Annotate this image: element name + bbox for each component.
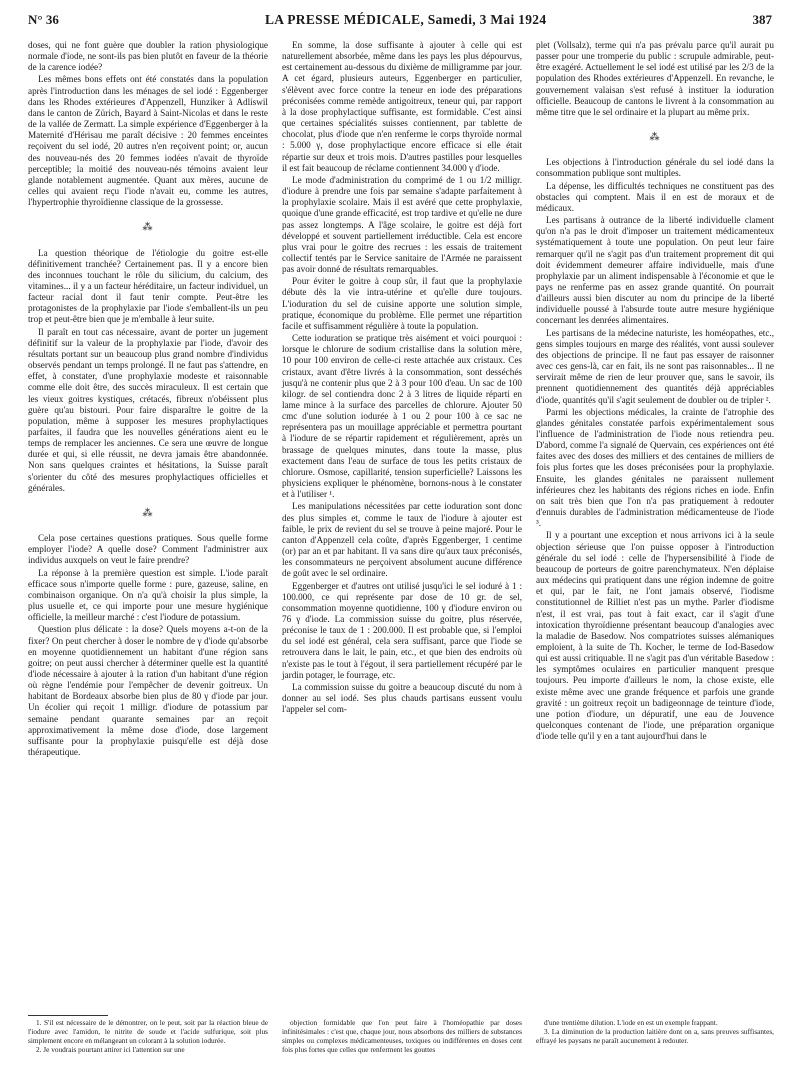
paragraph: Le mode d'administration du comprimé de 1 ou 1/2 milligr. d'iodure à prendre une fois par semaine s'adapte parfaitement à la prophylaxie scolaire. Mais il est avéré que cette prophylaxie, quoique d'une grande efficacité, est trop tardive et qu'elle ne dure pas assez longtemps. A l'âge scolaire, le goitre est déjà fort développé et souvent partiellement irréductible. Cela est encore plus vrai pour le goitre des recrues : les essais de traitement collectif tentés par le Service sanitaire de l'Armée ne paraissent pas avoir donné de résultats remarquables.	[282, 174, 522, 275]
paragraph: plet (Vollsalz), terme qui n'a pas prévalu parce qu'il aurait pu passer pour une tromperie du public : scrupule admirable, peut-être exagéré. Actuellement le sel iodé est utilisé par les 2/3 de la population des Rhodes extérieures d'Appenzell. En revanche, le gouvernement valaisan s'est refusé à instituer la ioduration officielle. Beaucoup de cantons le livrent à la consommation au même titre que le sel ordinaire et la plupart au même prix.	[536, 40, 774, 117]
footnotes-column-3	[536, 1018, 774, 1078]
section-separator: ⁂	[649, 132, 661, 144]
paragraph: La question théorique de l'étiologie du goitre est-elle définitivement tranchée? Certainement pas. Il y a encore bien des inconnues touchant le rôle du silicium, du calcium, des vitamines... il y a un facteur héréditaire, un facteur individuel, un facteur racial dont il faut tenir compte. Peut-être les protagonistes de la prophylaxie par l'iode s'emballent-ils un peu trop et peut-être bien que je m'emballe à leur suite.	[28, 247, 268, 325]
footnote: 3. La diminution de la production laitière dont on a, sans preuves suffisantes, effrayé les paysans ne paraît aucunement à redouter.	[536, 1027, 774, 1045]
footnote: objection formidable que l'on peut faire à l'homéopathie par doses infinitésimales : c'est que, chaque jour, nous absorbons des milliers de substances simples ou complexes médicamenteuses, toxiques ou indifférentes en doses cent fois plus fortes que celles que renferment les gouttes	[282, 1018, 522, 1054]
issue-number: N° 36	[28, 12, 59, 27]
footnote-rule	[28, 1015, 108, 1016]
paragraph: Pour éviter le goitre à coup sûr, il faut que la prophylaxie débute dès la vie intra-utérine et qu'elle dure toujours. L'ioduration du sel de cuisine apporte une solution simple, pratique, économique du problème. Elle permet une répartition facile et suffisamment régulière à toute la population.	[282, 276, 522, 331]
page-header	[28, 12, 772, 32]
footnote: 1. S'il est nécessaire de le démontrer, on le peut, soit par la réaction bleue de l'iodure avec l'amidon, le nitrite de soude et l'acide sulfurique, soit plus simplement encore en mélangeant un colorant à la solution iodurée.	[28, 1018, 268, 1045]
text-column-3	[536, 40, 774, 1015]
paragraph: La réponse à la première question est simple. L'iode paraît efficace sous n'importe quelle forme : pure, gazeuse, saline, en combinaison organique. On n'a qu'à choisir la plus simple, la plus usuelle et, ce qui importe pour une mesure hygiénique officielle, la meilleur marché : c'est l'iodure de potassium.	[28, 567, 268, 623]
paragraph: Cette ioduration se pratique très aisément et voici pourquoi : lorsque le chlorure de sodium cristallise dans la solution mère, 10 pour 100 environ de celle-ci reste attachée aux cristaux. Ces cristaux, avant d'être livrés à la consommation, sont desséchés jusqu'à ne contenir plus que 2 à 3 pour 100 d'eau. Un sac de 100 kilogr. de sel contiendra donc 2 à 3 litres de liquide réparti en lame mince à la surface des parcelles de chlorure. Ajouter 50 cmc d'une solution iodurée à 1 ou 2 pour 100 à ce sac ne représentera pas un mouillage appréciable et permettra pourtant à l'iodure de se répartir rapidement et régulièrement, après un brassage de quelques minutes, dans toute la masse, plus exactement dans l'eau de surface de tous les petits cristaux de chlorure. Osmose, capillarité, tension superficielle? Laissons les physiciens expliquer le phénomène, bornons-nous à le constater et à l'utiliser ¹.	[282, 333, 522, 500]
journal-title: LA PRESSE MÉDICALE, Samedi, 3 Mai 1924	[264, 12, 547, 27]
page-number: 387	[752, 12, 772, 27]
paragraph: Il y a pourtant une exception et nous arrivons ici à la seule objection sérieuse que l'on puisse opposer à l'introduction générale du sel iodé : celle de l'hypersensibilité à l'iode de beaucoup de porteurs de goitre parenchymateux. N'en déplaise aux médecins qui pratiquent dans une région indemne de goitre et qui, par le fait, ne l'ont jamais observé, l'iodisme constitutionnel de Rilliet n'est pas un mythe. Parler d'iodisme n'est, il est vrai, pas tout à fait exact, car il s'agit d'une intoxication thyroïdienne présentant beaucoup d'analogies avec la maladie de Basedow. Nos compatriotes suisses alémaniques emploient, à la suite de Th. Kocher, le terme de Iod-Basedow qui est aussi critiquable. Il ne s'agit pas d'un véritable Basedow : les symptômes oculaires en particulier manquent presque toujours. Peu importe d'ailleurs le nom, la chose existe, elle existe même avec une grande fréquence et parfois une grande gravité : un goitreux reçoit un badigeonnage de teinture d'iode, une potion d'iodure, un dépuratif, une eau de Jouvence quelconques contenant de l'iode, une préparation organique d'iode telle qu'il y en a tant aujourd'hui dans le	[536, 530, 774, 742]
paragraph: doses, qui ne font guère que doubler la ration physiologique normale d'iode, ne sont-ils pas bien plutôt en faveur de la théorie de la carence iodée?	[28, 40, 268, 73]
paragraph: Eggenberger et d'autres ont utilisé jusqu'ici le sel ioduré à 1 : 100.000, ce qui représente par dose de 10 gr. de sel, consommation moyenne quotidienne, 100 γ d'iodure environ ou 76 γ d'iode. La commission suisse du goitre, plus réservée, préconise le taux de 1 : 200.000. Il est probable que, si l'emploi du sel iodé est général, cela sera suffisant, parce que l'iode se retrouvera dans le lait, le pain, etc., et que bien des endroits où n'existe pas le tout à l'égout, il sera partiellement récupéré par le jardin potager, le fourrage, etc.	[282, 580, 522, 680]
paragraph: Cela pose certaines questions pratiques. Sous quelle forme employer l'iode? A quelle dose? Comment l'administrer aux individus auxquels on veut le faire prendre?	[28, 533, 268, 566]
paragraph: Les partisans de la médecine naturiste, les homéopathes, etc., gens simples toujours en marge des réalités, vont aussi soulever des objections de principe. Il ne faut pas essayer de raisonner avec ces gens-là, car en fait, ils ne sont pas raisonnables... Il ne servirait même de rien de leur prouver que, sans le savoir, ils prennent quotidiennement des quantités déjà appréciables d'iode, quantités qu'il s'agit seulement de doubler ou de tripler ².	[536, 327, 774, 405]
section-separator: ⁂	[142, 507, 154, 519]
paragraph: Les objections à l'introduction générale du sel iodé dans la consommation publique sont multiples.	[536, 157, 774, 179]
paragraph: Les mêmes bons effets ont été constatés dans la population après l'introduction dans les ménages de sel iodé : Eggenberger dans les Rhodes extérieures d'Appenzell, Hunziker à Adliswil dans le canton de Zürich, Bayard à Saint-Nicolas et dans le reste de la vallée de Zermatt. La simple expérience d'Eggenberger à la Maternité d'Hérisau me paraît décisive : 20 femmes enceintes reçoivent du sel iodé, 20 autres n'en reçoivent point; or, aucun des nouveau-nés des 20 femmes iodées n'avait de thyroïde perceptible; la moitié des nouveau-nés témoins avaient leur glande notablement augmentée. Quant aux mères, aucune de celles qui avaient reçu l'iode n'avait eu, comme les autres, l'hypertrophie thyroïdienne classique de la grossesse.	[28, 74, 268, 208]
footnotes-column-2	[282, 1018, 522, 1078]
paragraph: Il paraît en tout cas nécessaire, avant de porter un jugement définitif sur la valeur de la prophylaxie par l'iode, d'avoir des résultats portant sur un beaucoup plus grand nombre d'individus observés pendant un temps prolongé. Il ne faut pas s'attendre, en effet, à constater, d'une prophylaxie modeste et raisonnable comme elle doit être, des succès miraculeux. Il est certain que les vieux goitres kystiques, crétacés, fibreux n'obéissent plus guère qu'au bistouri. Pour faire disparaître le goitre de la population, même à supposer les mesures prophylactiques parfaites, il faudra que les nouvelles générations aient eu le temps de remplacer les anciennes. Ce sera une œuvre de longue durée et qui, si elle réussit, ne devra jamais être abandonnée. Non sans quelques craintes et hésitations, la Suisse paraît s'orienter du côté des mesures prophylactiques officielles et générales.	[28, 326, 268, 493]
paragraph: Les partisans à outrance de la liberté individuelle clament qu'on n'a pas le droit d'imposer un traitement médicamenteux systématiquement à toute une population. On peut leur faire remarquer qu'il ne s'agit pas d'un traitement proprement dit qui doit évidemment demeurer affaire individuelle, mais d'une prophylaxie par un aliment indispensable à l'économie et que le pays ne renferme pas en assez grande quantité. On pourrait d'ailleurs aussi bien discuter au nom du principe de la liberté individuelle poussé à l'absurde toute autre mesure hygiénique concernant les denrées alimentaires.	[536, 215, 774, 326]
text-column-2	[282, 40, 522, 1015]
paragraph: En somme, la dose suffisante à ajouter à celle qui est naturellement absorbée, même dans les pays les plus dépourvus, est certainement au-dessous du dixième de milligramme par jour. A cet égard, plusieurs auteurs, Eggenberger en particulier, s'élèvent avec force contre la teneur en iode des préparations préconisées comme remède antigoitreux, teneur qui, par rapport à la dose prophylactique suffisante, est formidable. C'est ainsi que certaines spécialités suisses contiennent, par tablette de chocolat, plus d'iode que n'en renferme le corps thyroïde normal : 5.000 γ, dose prophylactique encore efficace si elle était répartie sur deux et trois mois. D'autres pastilles pour lesquelles il est fait beaucoup de réclame contiennent 34.000 γ d'iode.	[282, 40, 522, 173]
text-column-1	[28, 40, 268, 1015]
paragraph: Question plus délicate : la dose? Quels moyens a-t-on de la fixer? On peut chercher à doser le nombre de γ d'iode qu'absorbe en moyenne quotidiennement un habitant d'une région sans goitre; on peut aussi chercher à déterminer quelle est la quantité d'iode nécessaire à ajouter à la ration d'un habitant d'une région où règne l'endémie pour l'empêcher de devenir goitreux. Un habitant de Bordeaux absorbe bien plus de 80 γ d'iode par jour. Un écolier qui reçoit 1 milligr. d'iodure de potassium par semaine pendant quarante semaines par an reçoit approximativement la même dose d'iode, dose largement suffisante pour la prophylaxie puisqu'elle est déjà dose thérapeutique.	[28, 624, 268, 758]
footnote: d'une trentième dilution. L'iode en est un exemple frappant.	[544, 1018, 718, 1027]
paragraph: Les manipulations nécessitées par cette ioduration sont donc des plus simples et, comme le taux de l'iodure à ajouter est faible, le prix de revient du sel se trouve à peine majoré. Pour le canton d'Appenzell cela coûte, d'après Eggenberger, 1 centime (or) par an et par habitant. Il va sans dire qu'aux taux préconisés, les consommateurs ne perçoivent absolument aucune différence de goût avec le sel ordinaire.	[282, 501, 522, 579]
paragraph: La commission suisse du goitre a beaucoup discuté du nom à donner au sel iodé. Ses plus chauds partisans eussent voulu l'appeler sel com-	[282, 681, 522, 715]
section-separator: ⁂	[142, 222, 154, 234]
footnote: 2. Je voudrais pourtant attirer ici l'attention sur une	[36, 1045, 185, 1054]
paragraph: La dépense, les difficultés techniques ne constituent pas des obstacles qui comptent. Mais il en est de moraux et de médicaux.	[536, 180, 774, 213]
footnotes-column-1	[28, 1018, 268, 1078]
paragraph: Parmi les objections médicales, la crainte de l'atrophie des glandes génitales constatée parfois expérimentalement sous l'influence de l'administration de l'iode nous retiendra peu. D'abord, comme l'a signalé de Quervain, ces expériences ont été faites avec des doses des milliers et des centaines de milliers de fois plus fortes que les doses préconisées pour la prophylaxie. Ensuite, les glandes génitales ne paraissent nullement inférieures chez les habitants des régions riches en iode. Enfin on sait très bien que l'on n'a pas pratiquement à redouter d'ennuis durables de l'administration médicamenteuse de l'iode ³.	[536, 406, 774, 529]
